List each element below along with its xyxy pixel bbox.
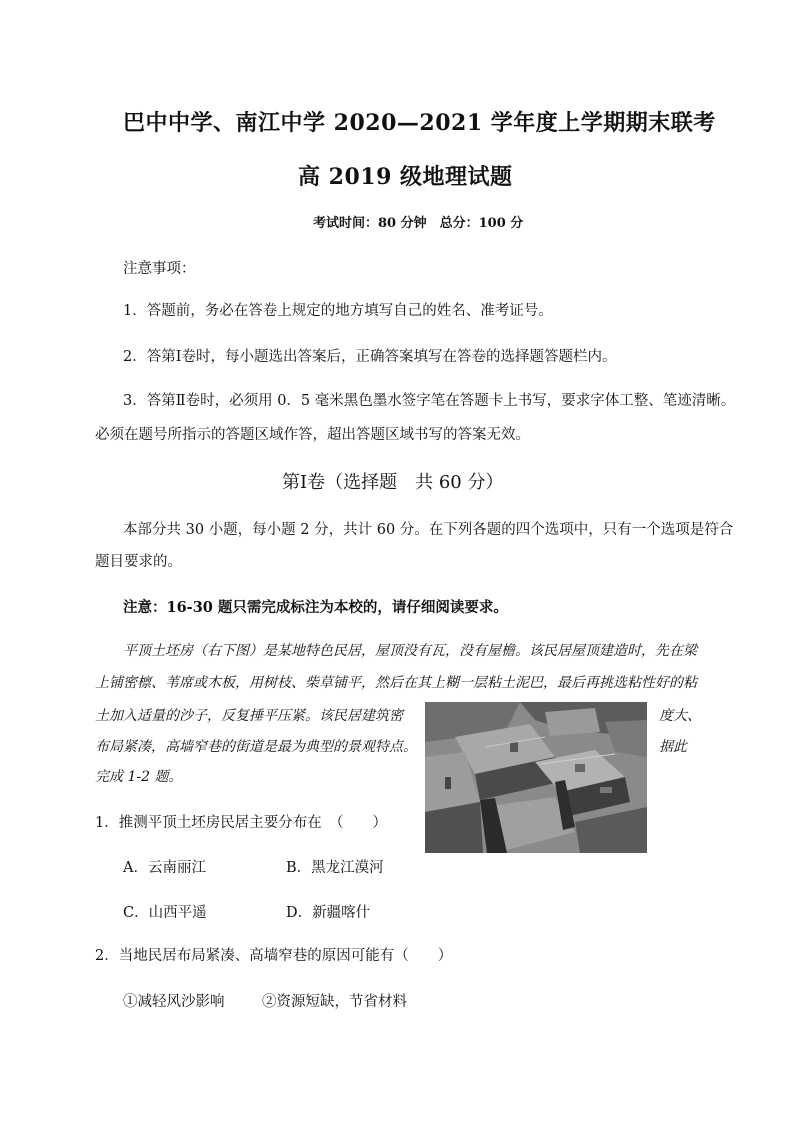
question-1-option-b[interactable]: B．黑龙江漠河 [286,860,384,876]
question-2-option-1[interactable]: ①减轻风沙影响 [123,994,225,1010]
notice-item-2: 2．答第Ⅰ卷时，每小题选出答案后，正确答案填写在答卷的选择题答题栏内。 [123,349,617,365]
passage-line4a: 布局紧凑，高墙窄巷的街道是最为典型的景观特点。 [95,739,417,755]
exam-info: 考试时间：80 分钟 总分：100 分 [313,216,524,231]
notice-item-3-line1: 3．答第Ⅱ卷时，必须用 0．5 毫米黑色墨水签字笔在答题卡上书写，要求字体工整、笔迹清晰。 [123,393,736,409]
passage-line5: 完成 1-2 题。 [95,769,183,785]
notice-item-1: 1．答题前，务必在答卷上规定的地方填写自己的姓名、准考证号。 [123,303,553,319]
section-note: 注意：16-30 题只需完成标注为本校的，请仔细阅读要求。 [123,599,508,616]
passage-line3a: 土加入适量的沙子，反复捶平压紧。该民居建筑密 [95,708,403,724]
notice-item-3-line2: 必须在题号所指示的答题区域作答，超出答题区域书写的答案无效。 [95,427,530,443]
exam-title: 巴中中学、南江中学 2020—2021 学年度上学期期末联考 [123,110,716,136]
exam-subtitle: 高 2019 级地理试题 [298,164,513,190]
notice-heading: 注意事项： [123,261,196,277]
question-1-option-a[interactable]: A．云南丽江 [123,860,206,876]
question-1-stem: 1．推测平顶土坯房民居主要分布在 （ ） [95,815,387,831]
question-2-stem: 2．当地民居布局紧凑、高墙窄巷的原因可能有（ ） [95,948,453,964]
passage-line3b: 度大、 [659,708,701,724]
question-1-option-d[interactable]: D．新疆喀什 [286,905,371,921]
section-title: 第Ⅰ卷（选择题 共 60 分） [282,472,504,493]
passage-line2: 上铺密檩、苇席或木板，用树枝、柴草铺平，然后在其上糊一层粘土泥巴，最后再挑选粘性好的粘 [95,675,697,691]
passage-line1: 平顶土坯房（右下图）是某地特色民居，屋顶没有瓦，没有屋檐。该民居屋顶建造时，先在梁 [123,643,697,659]
adobe-house-photo [425,702,647,853]
section-desc-line1: 本部分共 30 小题，每小题 2 分，共计 60 分。在下列各题的四个选项中，只有一个选项是符合 [123,522,734,538]
section-desc-line2: 题目要求的。 [95,554,182,570]
question-2-option-2[interactable]: ②资源短缺，节省材料 [262,994,407,1010]
passage-line4b: 据此 [659,739,687,755]
question-1-option-c[interactable]: C．山西平遥 [123,905,207,921]
